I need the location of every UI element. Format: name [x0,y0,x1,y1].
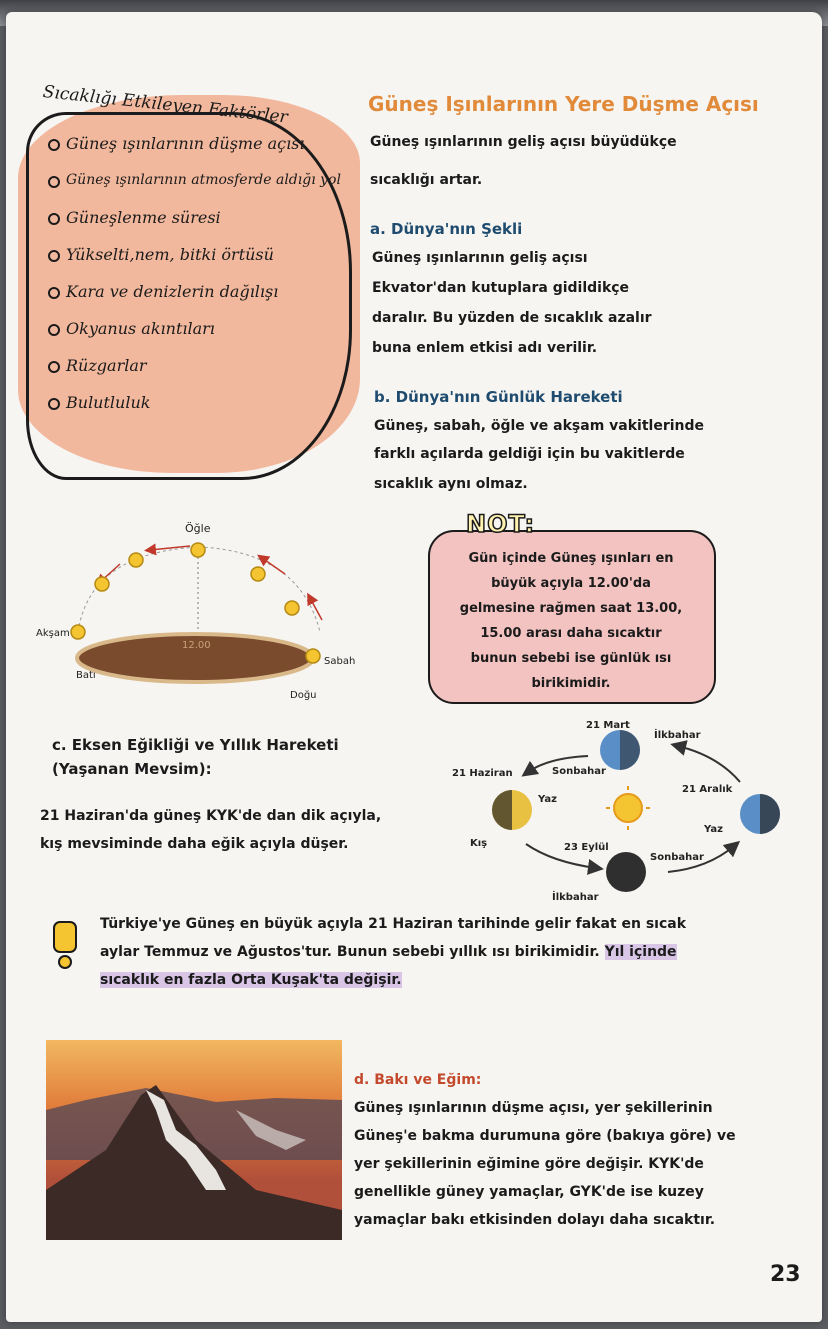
main-heading: Güneş Işınlarının Yere Düşme Açısı [368,92,759,116]
spring-label-top: İlkbahar [654,730,701,741]
section-d-line: Güneş'e bakma durumuna göre (bakıya göre) ve [354,1128,736,1144]
sun-icon [129,553,143,567]
factor-item: Güneş ışınlarının düşme açısı [48,125,368,162]
sun-icon [285,601,299,615]
section-c-heading-2: (Yaşanan Mevsim): [52,760,212,778]
earth-icon [606,852,646,892]
section-a-line: buna enlem etkisi adı verilir. [372,340,598,356]
section-b-line: Güneş, sabah, öğle ve akşam vakitlerinde [374,418,705,434]
autumn-label-bottom: Sonbahar [650,852,704,863]
sun-icon [71,625,85,639]
section-d-line: Güneş ışınlarının düşme açısı, yer şekillerinin [354,1100,713,1116]
note-line: 15.00 arası daha sıcaktır [480,626,662,641]
morning-label: Sabah [324,656,356,667]
section-c-line: kış mevsiminde daha eğik açıyla düşer. [40,836,349,852]
summer-label-right: Yaz [704,824,723,835]
note-line: büyük açıyla 12.00'da [491,576,651,591]
exclamation-icon [52,920,78,970]
sun-icon [251,567,265,581]
section-a-line: Ekvator'dan kutuplara gidildikçe [372,280,630,296]
warning-line [100,972,402,988]
spring-label-bottom: İlkbahar [552,892,599,903]
warning-text: aylar Temmuz ve Ağustos'tur. Bunun sebebi yıllık ısı birikimidir. [100,944,605,960]
note-line: gelmesine rağmen saat 13.00, [459,601,683,616]
dec21-label: 21 Aralık [682,784,733,795]
factor-item: Güneşlenme süresi [48,199,368,236]
sun-icon [614,794,642,822]
arrow [262,558,285,574]
note-label: NOT: [466,510,536,538]
sun-path [78,547,320,632]
section-d-line: yer şekillerinin eğimine göre değişir. KYK'de [354,1156,704,1172]
sun-icon [191,543,205,557]
section-b-heading: b. Dünya'nın Günlük Hareketi [374,388,623,406]
sun-icon [306,649,320,663]
note-line: birikimidir. [531,676,611,691]
autumn-label-top: Sonbahar [552,766,606,777]
arrow [150,546,190,550]
section-d-line: yamaçlar bakı etkisinden dolayı daha sıcaktır. [354,1212,716,1228]
winter-label: Kış [470,838,488,849]
orbit-arrow [678,746,740,782]
arrow [310,598,322,620]
mountain-photo [46,1040,342,1240]
orbit-diagram [448,712,788,912]
west-label: Batı [76,670,96,681]
daily-sun-diagram [30,512,370,712]
warning-highlight: Yıl içinde [604,944,677,960]
note-text [440,546,702,696]
section-c-heading: c. Eksen Eğikliği ve Yıllık Hareketi [52,736,339,754]
factor-item: Bulutluluk [48,384,368,421]
sep23-label: 23 Eylül [564,842,609,853]
sun-icon [95,577,109,591]
summer-label-left: Yaz [538,794,557,805]
warning-highlight: sıcaklık en fazla Orta Kuşak'ta değişir. [100,972,402,988]
page-number: 23 [770,1262,801,1287]
section-a-heading: a. Dünya'nın Şekli [370,220,523,238]
factors-title: Sıcaklığı Etkileyen Faktörler [41,82,289,128]
factor-item: Yükselti,nem, bitki örtüsü [48,236,368,273]
mar21-label: 21 Mart [586,720,630,731]
section-c-line: 21 Haziran'da güneş KYK'de dan dik açıyla, [40,808,382,824]
note-line: Gün içinde Güneş ışınları en [468,551,674,566]
section-b-line: farklı açılarda geldiği için bu vakitlerde [374,446,685,462]
factor-item: Kara ve denizlerin dağılışı [48,273,368,310]
east-label: Doğu [290,690,317,701]
warning-line: Türkiye'ye Güneş en büyük açıyla 21 Haziran tarihinde gelir fakat en sıcak [100,916,687,932]
section-a-line: daralır. Bu yüzden de sıcaklık azalır [372,310,652,326]
main-text-line: Güneş ışınlarının geliş açısı büyüdükçe [370,134,677,150]
section-d-line: genellikle güney yamaçlar, GYK'de ise kuzey [354,1184,704,1200]
jun21-label: 21 Haziran [452,768,513,779]
factor-item: Okyanus akıntıları [48,310,368,347]
factor-item: Rüzgarlar [48,347,368,384]
note-line: bunun sebebi ise günlük ısı [470,651,672,666]
evening-label: Akşam [36,628,70,639]
warning-line [100,944,677,960]
section-d-heading: d. Bakı ve Eğim: [354,1072,482,1088]
section-a-line: Güneş ışınlarının geliş açısı [372,250,588,266]
section-b-line: sıcaklık aynı olmaz. [374,476,528,492]
factors-list [48,125,368,421]
main-text-line: sıcaklığı artar. [370,172,483,188]
time-label: 12.00 [182,640,211,651]
factor-item: Güneş ışınlarının atmosferde aldığı yol [48,162,368,199]
noon-label: Öğle [185,522,211,535]
